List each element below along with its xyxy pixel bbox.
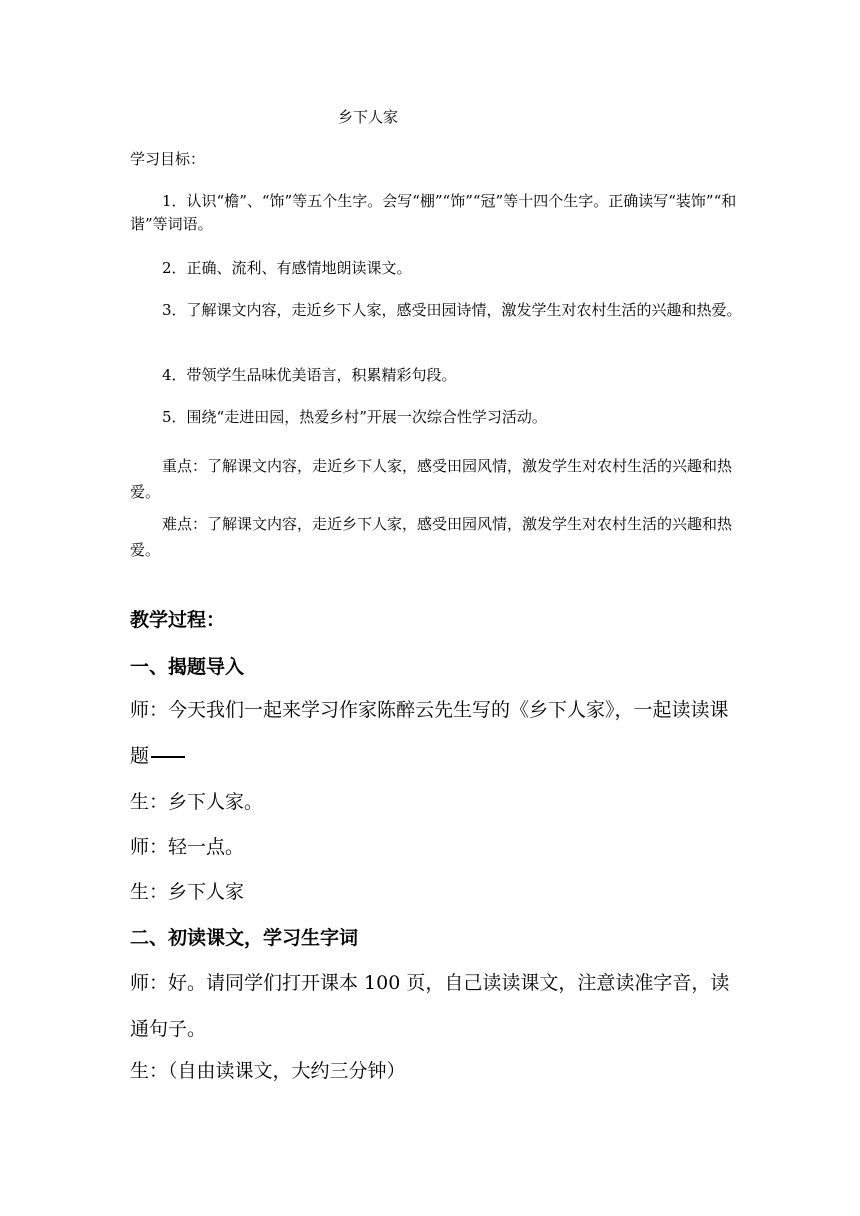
section1-line-4: 生：乡下人家 bbox=[130, 881, 245, 903]
section1-line-2: 生：乡下人家。 bbox=[130, 791, 264, 813]
section1-line-1 bbox=[130, 687, 742, 779]
section2-line-2: 生：（自由读课文，大约三分钟） bbox=[130, 1060, 406, 1082]
objective-item-5: 5．围绕“走进田园，热爱乡村”开展一次综合性学习活动。 bbox=[162, 408, 547, 426]
section2-line-1: 师：好。请同学们打开课本 100 页，自己读读课文，注意读准字音，读通句子。 bbox=[130, 972, 730, 1040]
key-point: 重点：了解课文内容，走近乡下人家，感受田园风情，激发学生对农村生活的兴趣和热爱。 bbox=[130, 457, 733, 501]
objective-item-1: 1．认识“檐”、“饰”等五个生字。会写“棚”“饰”“冠”等十四个生字。正确读写“装饰”“和谐”等词语。 bbox=[130, 192, 737, 233]
dash-line bbox=[151, 756, 185, 758]
objective-item-4: 4．带领学生品味优美语言，积累精彩句段。 bbox=[162, 366, 457, 384]
section1-line-1-text: 师：今天我们一起来学习作家陈醉云先生写的《乡下人家》，一起读读课题 bbox=[130, 699, 729, 767]
section1-line-3: 师：轻一点。 bbox=[130, 836, 245, 858]
objective-item-3: 3．了解课文内容，走近乡下人家，感受田园诗情，激发学生对农村生活的兴趣和热爱。 bbox=[162, 301, 742, 319]
section1-heading: 一、揭题导入 bbox=[130, 656, 245, 678]
document-title: 乡下人家 bbox=[338, 108, 399, 126]
objective-item-2: 2．正确、流利、有感情地朗读课文。 bbox=[162, 259, 412, 277]
objectives-heading: 学习目标： bbox=[130, 150, 206, 168]
process-heading: 教学过程： bbox=[130, 609, 226, 631]
section2-heading: 二、初读课文，学习生字词 bbox=[130, 927, 359, 949]
difficult-point: 难点：了解课文内容，走近乡下人家，感受田园风情，激发学生对农村生活的兴趣和热爱。 bbox=[130, 515, 733, 559]
